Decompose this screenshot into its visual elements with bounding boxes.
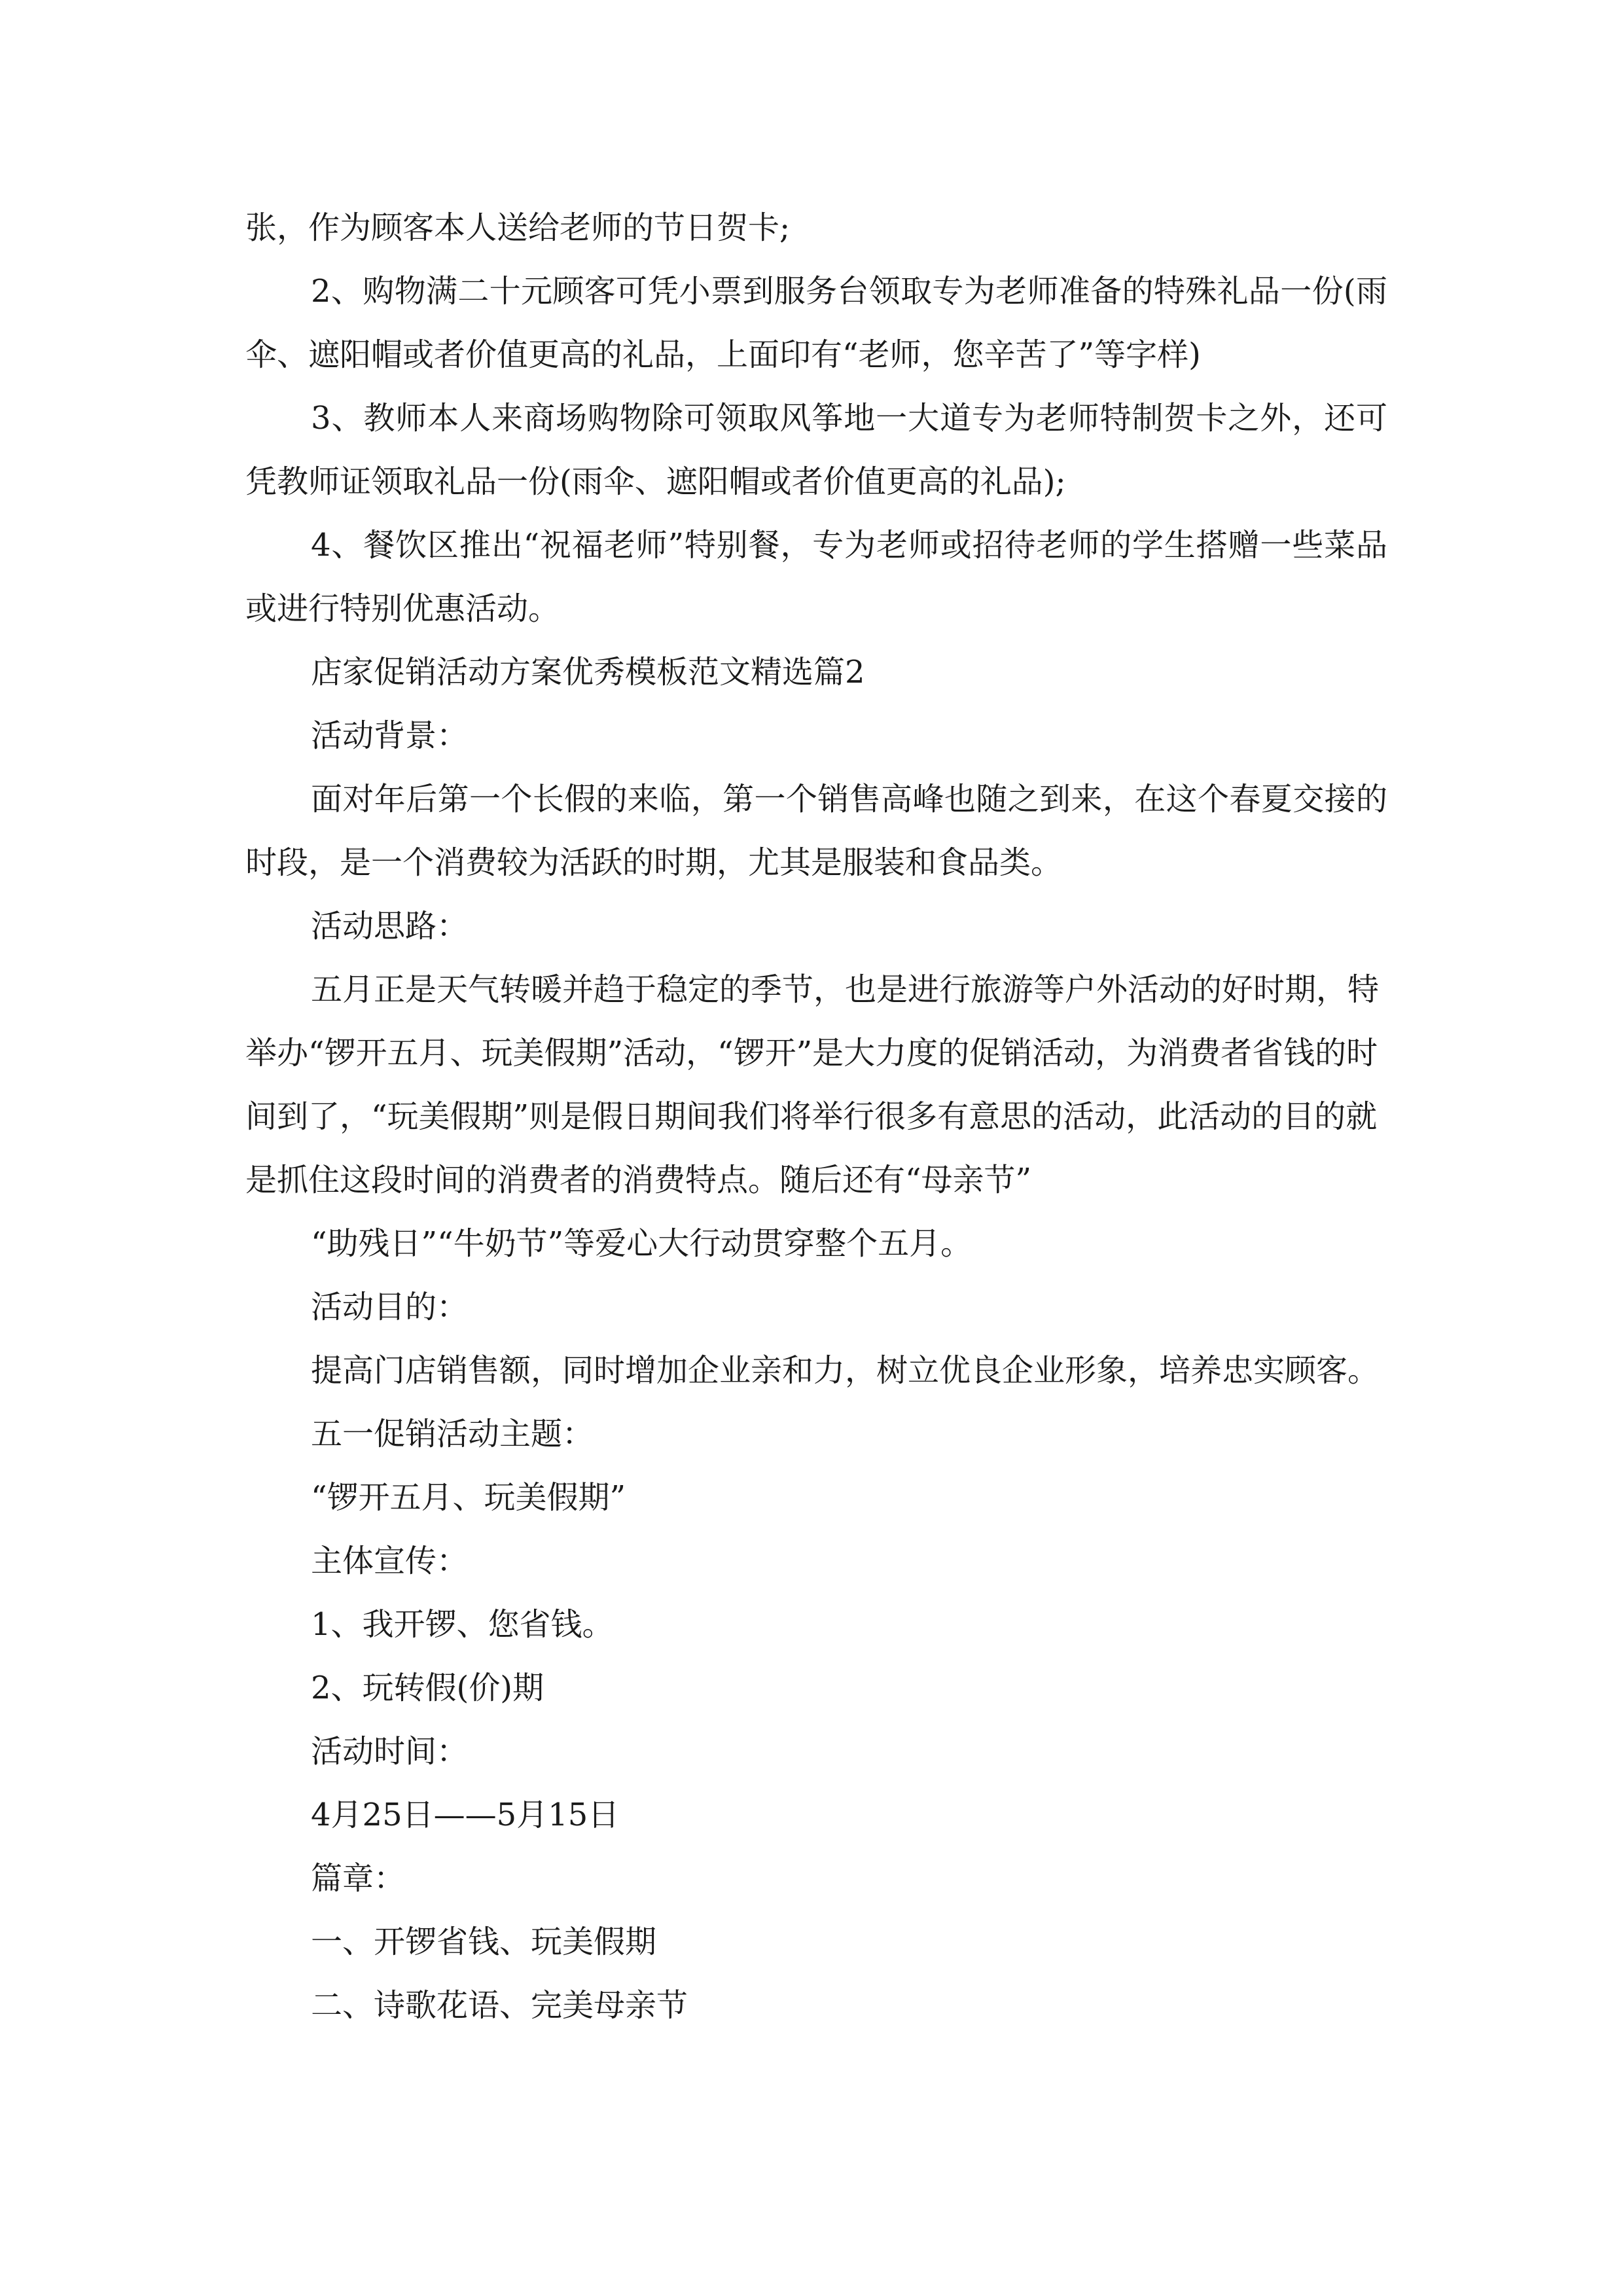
heading-purpose: 活动目的：: [311, 1289, 469, 1325]
paragraph-item-4: 4、餐饮区推出“祝福老师”特别餐，专为老师或招待老师的学生搭赠一些菜品或进行特别优惠活动。: [245, 527, 1387, 627]
list-item-chapter-1: 一、开锣省钱、玩美假期: [311, 1924, 657, 1960]
paragraph-approach-continued: “助残日”“牛奶节”等爱心大行动贯穿整个五月。: [311, 1225, 972, 1262]
section-title: 店家促销活动方案优秀模板范文精选篇2: [311, 654, 865, 691]
paragraph-item-2: 2、购物满二十元顾客可凭小票到服务台领取专为老师准备的特殊礼品一份(雨伞、遮阳帽或者价值更高的礼品，上面印有“老师，您辛苦了”等字样): [245, 273, 1387, 373]
list-item-chapter-2: 二、诗歌花语、完美母亲节: [311, 1987, 688, 2024]
heading-theme: 五一促销活动主题：: [311, 1416, 594, 1452]
heading-background: 活动背景：: [311, 717, 469, 754]
paragraph-background: 面对年后第一个长假的来临，第一个销售高峰也随之到来，在这个春夏交接的时段，是一个消费较为活跃的时期，尤其是服装和食品类。: [245, 781, 1387, 881]
paragraph-approach: 五月正是天气转暖并趋于稳定的季节，也是进行旅游等户外活动的好时期，特举办“锣开五月、玩美假期”活动，“锣开”是大力度的促销活动，为消费者省钱的时间到了，“玩美假期”则是假日期间我们将举行很多有意思的活动，此活动的目的就是抓住这段时间的消费者的消费特点。随后还有“母亲节”: [245, 971, 1380, 1198]
heading-time: 活动时间：: [311, 1733, 469, 1770]
paragraph-continuation: 张，作为顾客本人送给老师的节日贺卡;: [245, 209, 791, 246]
paragraph-theme: “锣开五月、玩美假期”: [311, 1479, 626, 1516]
document-body: [245, 196, 1387, 2037]
list-item-promotion-2: 2、玩转假(价)期: [311, 1670, 544, 1706]
heading-approach: 活动思路：: [311, 908, 469, 944]
paragraph-time: 4月25日——5月15日: [311, 1797, 620, 1833]
paragraph-item-3: 3、教师本人来商场购物除可领取风筝地一大道专为老师特制贺卡之外，还可凭教师证领取礼品一份(雨伞、遮阳帽或者价值更高的礼品);: [245, 400, 1387, 500]
heading-promotion: 主体宣传：: [311, 1543, 469, 1579]
list-item-promotion-1: 1、我开锣、您省钱。: [311, 1606, 614, 1643]
heading-chapters: 篇章：: [311, 1860, 406, 1897]
paragraph-purpose: 提高门店销售额，同时增加企业亲和力，树立优良企业形象，培养忠实顾客。: [311, 1352, 1380, 1389]
